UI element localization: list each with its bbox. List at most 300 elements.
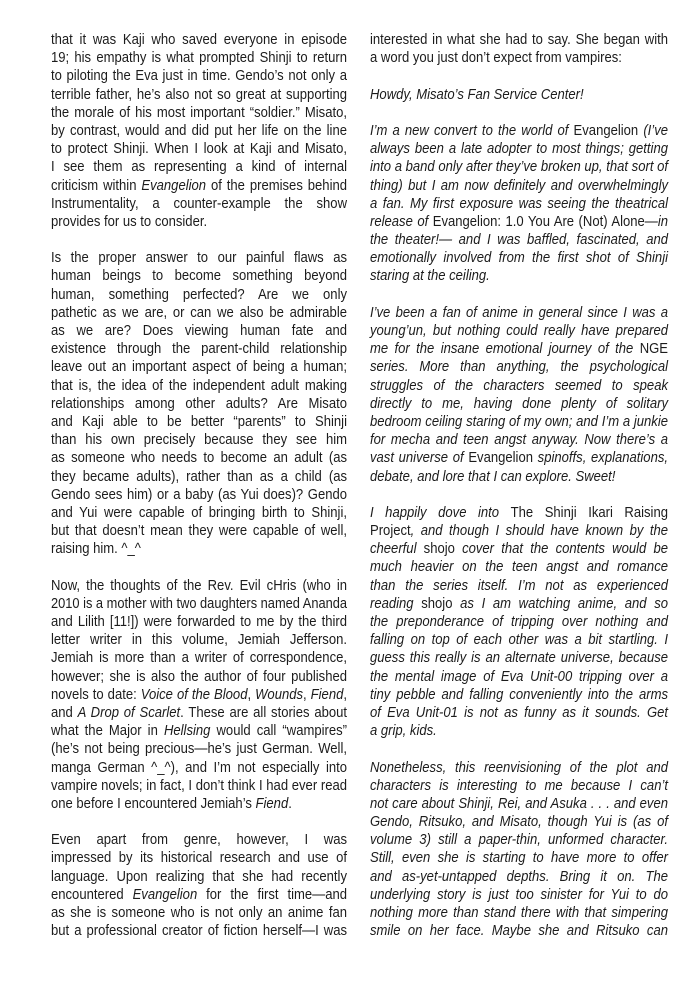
text-line-content <box>51 922 347 940</box>
roman-text: Gendo sees him) or a baby (as Yui does)? Gendo <box>51 485 347 503</box>
roman-text: impressed by its historical research and use of <box>51 849 347 867</box>
roman-text: but that doesn’t mean they were capable of well, <box>51 522 347 540</box>
text-line <box>51 504 347 522</box>
roman-text: letter writer in this volume, Jemiah Jefferson. <box>51 631 347 649</box>
text-line-content <box>370 558 668 576</box>
text-line <box>51 395 347 413</box>
text-line-content <box>370 358 668 376</box>
roman-text: and <box>51 703 78 721</box>
text-line <box>370 158 668 176</box>
paragraph <box>370 86 668 104</box>
italic-text: directly to me, having done plenty of solitary <box>370 394 668 412</box>
italic-text: Gendo, Ritsuko, and Misato, though Yui is (as of <box>370 813 668 831</box>
italic-text: series. More than anything, the psychological <box>370 358 668 376</box>
text-line <box>51 595 347 613</box>
roman-text: vampire novels; in fact, I don’t think I had ever read <box>51 776 347 794</box>
roman-text: shojo <box>423 540 455 558</box>
text-line <box>370 304 668 322</box>
roman-text: that it was Kaji who saved everyone in episode <box>51 31 347 48</box>
italic-text: nothing more than stand there with that simpering <box>370 904 668 921</box>
paragraph <box>370 31 668 67</box>
text-line <box>370 831 668 849</box>
text-line <box>370 322 668 340</box>
text-line-content <box>51 49 347 67</box>
italic-text: the mental image of Eva Unit-00 tripping over a <box>370 667 668 685</box>
italic-text: cheerful <box>370 540 424 558</box>
text-line-content <box>370 540 668 558</box>
roman-text: , <box>343 685 347 703</box>
roman-text: 19; his empathy is what prompted Shinji to return <box>51 49 347 67</box>
italic-text: young’un, but nothing could really have prepared <box>370 322 668 339</box>
text-line-content <box>51 522 347 540</box>
roman-text: Even apart from genre, however, I was <box>51 831 347 849</box>
text-line <box>51 904 347 922</box>
text-line <box>370 395 668 413</box>
roman-text: terrible father, he’s also not so great at supporting <box>51 85 347 103</box>
paragraph-spacer <box>370 740 668 758</box>
paragraph <box>51 577 347 813</box>
roman-text: I see them as representing a kind of internal <box>51 158 347 176</box>
text-line-content <box>51 122 347 140</box>
text-line <box>370 649 668 667</box>
text-line-content <box>51 267 347 285</box>
italic-text: Nonetheless, this reenvisioning of the plot and <box>370 758 668 776</box>
text-line-content <box>370 504 668 522</box>
text-line-content <box>51 177 347 195</box>
text-line-content <box>51 886 347 904</box>
text-line <box>370 795 668 813</box>
text-line <box>370 449 668 467</box>
roman-text: language. Upon realizing that she had recently <box>51 867 347 885</box>
text-line-content <box>51 195 347 213</box>
text-line <box>51 31 347 49</box>
text-line-content <box>51 158 347 176</box>
italic-text: struggles of the characters seemed to speak <box>370 376 668 394</box>
roman-text: encountered <box>51 885 133 903</box>
italic-text: emotionally involved from the first shot of Shinji <box>370 249 668 267</box>
text-line-content <box>370 304 668 322</box>
roman-text: pathetic as we are, or can we also be admirable <box>51 303 347 321</box>
roman-text: provides for us to consider. <box>51 212 208 230</box>
roman-text: human, something perfected? Are we only <box>51 285 347 303</box>
roman-text: Jemiah is more than a writer of correspondence, <box>51 649 347 667</box>
text-line <box>370 922 668 940</box>
text-line-content <box>51 213 207 231</box>
paragraph <box>51 831 347 940</box>
text-line-content <box>51 140 347 158</box>
text-line <box>370 86 668 104</box>
text-line <box>370 613 668 631</box>
italic-text: the preponderance of tripping over nothing and <box>370 613 668 630</box>
text-line <box>51 522 347 540</box>
text-line <box>51 195 347 213</box>
text-line-content <box>370 904 668 922</box>
text-line <box>51 304 347 322</box>
roman-text: of the premises behind <box>206 176 347 194</box>
text-line-content <box>370 267 490 285</box>
text-line-content <box>370 249 668 267</box>
text-line <box>370 377 668 395</box>
text-line <box>370 340 668 358</box>
roman-text: Evangelion: 1.0 You Are (Not) Alone <box>432 212 645 230</box>
roman-text: and Kaji able to be better “parents” to Shinji <box>51 412 347 430</box>
roman-text: as someone who needs to become an adult (as <box>51 449 347 467</box>
text-line <box>51 286 347 304</box>
roman-text: Evangelion <box>468 449 533 467</box>
text-line-content <box>370 668 668 686</box>
italic-text: guess this really is an alternate universe, because <box>370 649 668 667</box>
paragraph <box>51 249 347 558</box>
text-line-content <box>51 868 347 886</box>
text-line <box>51 686 347 704</box>
italic-text: (I’ve <box>638 121 668 139</box>
text-line <box>51 340 347 358</box>
roman-text: would call “wampires” <box>210 722 347 740</box>
roman-text: . These are all stories about <box>180 703 347 721</box>
text-line <box>370 504 668 522</box>
italic-text: Voice of the Blood <box>140 685 248 703</box>
italic-text: Evangelion <box>141 176 207 194</box>
text-line-content <box>370 86 584 104</box>
text-line <box>370 468 668 486</box>
text-line-content <box>370 522 668 540</box>
roman-text: however; she is also the author of four published <box>51 667 347 685</box>
text-line-content <box>370 631 668 649</box>
text-line <box>51 377 347 395</box>
text-line <box>51 449 347 467</box>
italic-text: reading <box>370 594 422 612</box>
text-line <box>51 86 347 104</box>
italic-text: I’m a new convert to the world of <box>370 121 574 139</box>
text-line-content <box>370 813 668 831</box>
text-line-content <box>370 704 668 722</box>
text-line-content <box>51 722 347 740</box>
text-line <box>51 158 347 176</box>
italic-text: characters is interesting to me because I can’t <box>370 776 668 794</box>
italic-text: I happily dove into <box>370 503 511 521</box>
text-line <box>51 759 347 777</box>
text-line-content <box>370 449 668 467</box>
text-line <box>370 31 668 49</box>
text-line <box>370 868 668 886</box>
text-line-content <box>51 849 347 867</box>
roman-text: . <box>288 794 292 812</box>
text-line-content <box>51 831 347 849</box>
text-line <box>370 267 668 285</box>
italic-text: smile on her face. Maybe she and Ritsuko can <box>370 922 668 940</box>
paragraph <box>370 304 668 486</box>
text-line-content <box>51 395 347 413</box>
text-line-content <box>370 140 668 158</box>
text-line <box>370 49 668 67</box>
text-line-content <box>370 340 668 358</box>
italic-text: Fiend <box>255 794 289 812</box>
text-line <box>51 831 347 849</box>
text-line-content <box>51 795 292 813</box>
roman-text: , <box>247 685 256 703</box>
text-line-content <box>370 231 668 249</box>
text-line <box>370 522 668 540</box>
roman-text: NGE <box>639 340 668 358</box>
paragraph <box>370 504 668 740</box>
text-line-content <box>370 922 668 940</box>
paragraph-spacer <box>370 486 668 504</box>
text-line-content <box>51 777 347 795</box>
text-line <box>370 358 668 376</box>
roman-text: relationships among other adults? Are Misato <box>51 394 347 412</box>
text-line-content <box>370 722 437 740</box>
text-line <box>51 431 347 449</box>
text-line <box>370 704 668 722</box>
text-line-content <box>370 431 668 449</box>
text-line-content <box>51 595 347 613</box>
text-line-content <box>51 577 347 595</box>
text-line-content <box>370 868 668 886</box>
text-line-content <box>370 468 615 486</box>
text-line <box>370 231 668 249</box>
roman-text: Instrumentality, a counter-example the show <box>51 194 347 212</box>
text-line-content <box>51 304 347 322</box>
roman-text: 2010 is a mother with two daughters named Ananda <box>51 594 347 612</box>
text-line-content <box>370 795 668 813</box>
roman-text: Evangelion <box>573 121 639 139</box>
text-line <box>51 468 347 486</box>
italic-text: debate, and lore that I can explore. Sweet! <box>370 467 616 485</box>
text-line-content <box>370 849 668 867</box>
text-line <box>51 49 347 67</box>
text-line <box>51 267 347 285</box>
roman-text: shojo <box>421 594 453 612</box>
text-line-content <box>51 31 347 49</box>
paragraph-spacer <box>51 558 347 576</box>
text-line-content <box>370 122 668 140</box>
roman-text: that is, the idea of the independent adult making <box>51 376 347 394</box>
roman-text: manga German ^_^), and I’m not especially into <box>51 758 347 776</box>
text-line <box>370 558 668 576</box>
roman-text: what the Major in <box>51 722 164 740</box>
italic-text: into a band only after they’ve broken up, that sort of <box>370 158 668 176</box>
italic-text: thing) but I am now definitely and overwhelmingly <box>370 176 668 194</box>
left-text-column <box>51 31 347 940</box>
italic-text: falling on top of each other was a bit startling. I <box>370 631 668 649</box>
italic-text: of Eva Unit-01 is not as funny as it sounds. Get <box>370 703 668 721</box>
italic-text: bedroom ceiling staring of my own; and I’m a junkie <box>370 412 668 430</box>
italic-text: A Drop of Scarlet <box>77 703 181 721</box>
text-line <box>51 413 347 431</box>
roman-text: by contrast, would and did put her life on the line <box>51 121 347 139</box>
roman-text: Project <box>370 522 411 540</box>
italic-text: Hellsing <box>163 722 211 740</box>
text-line-content <box>370 413 668 431</box>
text-line-content <box>51 468 347 486</box>
paragraph-spacer <box>370 104 668 122</box>
text-line <box>51 631 347 649</box>
paragraph <box>370 122 668 286</box>
text-line <box>51 722 347 740</box>
roman-text: the morale of his most important “soldier.” Misato, <box>51 103 347 121</box>
roman-text: and Yui were capable of bringing birth to Shinji, <box>51 503 347 521</box>
text-line-content <box>370 31 668 49</box>
text-line <box>370 886 668 904</box>
paragraph <box>370 759 668 941</box>
text-line-content <box>51 340 347 358</box>
text-line-content <box>370 649 668 667</box>
text-line <box>370 595 668 613</box>
text-line-content <box>370 195 668 213</box>
italic-text: a grip, kids. <box>370 722 437 740</box>
text-line-content <box>370 158 668 176</box>
text-line-content <box>51 322 347 340</box>
text-line-content <box>51 486 347 504</box>
text-line <box>370 686 668 704</box>
roman-text: Is the proper answer to our painful flaws as <box>51 249 347 267</box>
text-line <box>370 813 668 831</box>
text-line-content <box>51 686 347 704</box>
text-line-content <box>51 740 347 758</box>
paragraph-spacer <box>370 286 668 304</box>
text-line <box>370 249 668 267</box>
text-line <box>51 322 347 340</box>
italic-text: than the series itself. I’m not as experienced <box>370 576 668 594</box>
text-line <box>51 67 347 85</box>
text-line-content <box>51 759 347 777</box>
text-line-content <box>370 395 668 413</box>
text-line <box>51 795 347 813</box>
roman-text: a word you just don’t expect from vampires: <box>370 49 622 67</box>
text-line-content <box>370 613 668 631</box>
italic-text: Fiend <box>310 685 344 703</box>
text-line-content <box>51 904 347 922</box>
roman-text: criticism within <box>51 176 142 194</box>
italic-text: Still, even she is starting to have more to offer <box>370 849 668 867</box>
text-line-content <box>370 777 668 795</box>
text-line <box>51 486 347 504</box>
italic-text: underlying story is just too sinister for Yui to do <box>370 885 668 903</box>
italic-text: volume 3) still a paper-thin, unformed character. <box>370 831 668 849</box>
text-line-content <box>51 413 347 431</box>
roman-text: and Lilith [11!]) were forwarded to me by the third <box>51 613 347 630</box>
text-line-content <box>370 759 668 777</box>
text-line <box>51 649 347 667</box>
roman-text: leave out an important aspect of being a human; <box>51 358 347 376</box>
italic-text: a fan. My first exposure was seeing the theatrical <box>370 194 668 212</box>
roman-text: as she is someone who is not only an anime fan <box>51 904 347 921</box>
roman-text: than his own precisely because they see him <box>51 431 347 449</box>
text-line-content <box>51 540 141 558</box>
text-line <box>370 122 668 140</box>
italic-text: I’ve been a fan of anime in general since I was a <box>370 303 668 321</box>
italic-text: and as-yet-untapped depths. Bring it on. The <box>370 867 668 885</box>
roman-text: interested in what she had to say. She began with <box>370 31 668 48</box>
text-line-content <box>51 249 347 267</box>
text-line-content <box>370 177 668 195</box>
text-line <box>51 886 347 904</box>
text-line <box>370 431 668 449</box>
text-line <box>370 213 668 231</box>
paragraph-spacer <box>370 67 668 85</box>
text-line-content <box>51 67 347 85</box>
text-line <box>370 140 668 158</box>
text-line-content <box>51 449 347 467</box>
roman-text: , <box>303 685 311 703</box>
text-line-content <box>370 213 668 231</box>
roman-text: but a professional creator of fiction herself—I was <box>51 922 347 940</box>
roman-text: raising him. ^_^ <box>51 540 141 558</box>
text-line <box>51 577 347 595</box>
roman-text: novels to date: <box>51 685 141 703</box>
text-line <box>51 358 347 376</box>
text-line <box>51 704 347 722</box>
text-line-content <box>51 377 347 395</box>
italic-text: spinoffs, explanations, <box>532 449 668 467</box>
text-line <box>370 413 668 431</box>
roman-text: one before I encountered Jemiah’s <box>51 794 256 812</box>
text-line-content <box>370 595 668 613</box>
italic-text: always been a late adopter to most things; getting <box>370 140 668 158</box>
text-line <box>370 777 668 795</box>
text-line <box>51 777 347 795</box>
text-line <box>370 177 668 195</box>
roman-text: The Shinji Ikari Raising <box>510 503 668 521</box>
text-line-content <box>51 86 347 104</box>
italic-text: the theater!— and I was baffled, fascinated, and <box>370 231 668 249</box>
text-line <box>51 613 347 631</box>
text-line <box>370 722 668 740</box>
text-line <box>370 577 668 595</box>
text-line-content <box>51 104 347 122</box>
text-line <box>370 668 668 686</box>
text-line-content <box>370 886 668 904</box>
text-line <box>51 177 347 195</box>
text-line <box>51 922 347 940</box>
roman-text: Now, the thoughts of the Rev. Evil cHris (who in <box>51 576 347 594</box>
text-line-content <box>370 831 668 849</box>
text-line <box>370 849 668 867</box>
text-line-content <box>51 504 347 522</box>
text-line-content <box>51 613 347 631</box>
text-line <box>370 540 668 558</box>
text-line-content <box>51 631 347 649</box>
roman-text: for the first time—and <box>197 885 347 903</box>
italic-text: for mecha and teen angst anyway. Now there’s a <box>370 431 668 449</box>
italic-text: staring at the ceiling. <box>370 267 490 285</box>
text-line <box>51 249 347 267</box>
right-text-column <box>370 31 668 940</box>
paragraph <box>51 31 347 231</box>
italic-text: Howdy, Misato’s Fan Service Center! <box>370 85 584 103</box>
text-line-content <box>370 686 668 704</box>
text-line <box>51 140 347 158</box>
roman-text: (he’s not being precious—he’s just German. Well, <box>51 740 347 758</box>
text-line-content <box>51 668 347 686</box>
text-line <box>51 122 347 140</box>
italic-text: release of <box>370 212 433 230</box>
italic-text: , and though I should have known by the <box>410 522 668 540</box>
text-line <box>51 213 347 231</box>
italic-text: Evangelion <box>132 885 198 903</box>
text-line-content <box>51 358 347 376</box>
text-line-content <box>51 704 347 722</box>
text-line <box>370 904 668 922</box>
italic-text: cover that the contents would be <box>454 540 668 558</box>
text-line-content <box>370 322 668 340</box>
text-line-content <box>51 431 347 449</box>
italic-text: me for the insane emotional journey of the <box>370 340 640 358</box>
roman-text: to piloting the Eva just in time. Gendo’s not only a <box>51 67 347 85</box>
roman-text: as we are? Does viewing human fate and <box>51 322 347 339</box>
text-line-content <box>370 49 622 67</box>
italic-text: not care about Shinji, Rei, and Asuka . . . and even <box>370 794 668 812</box>
